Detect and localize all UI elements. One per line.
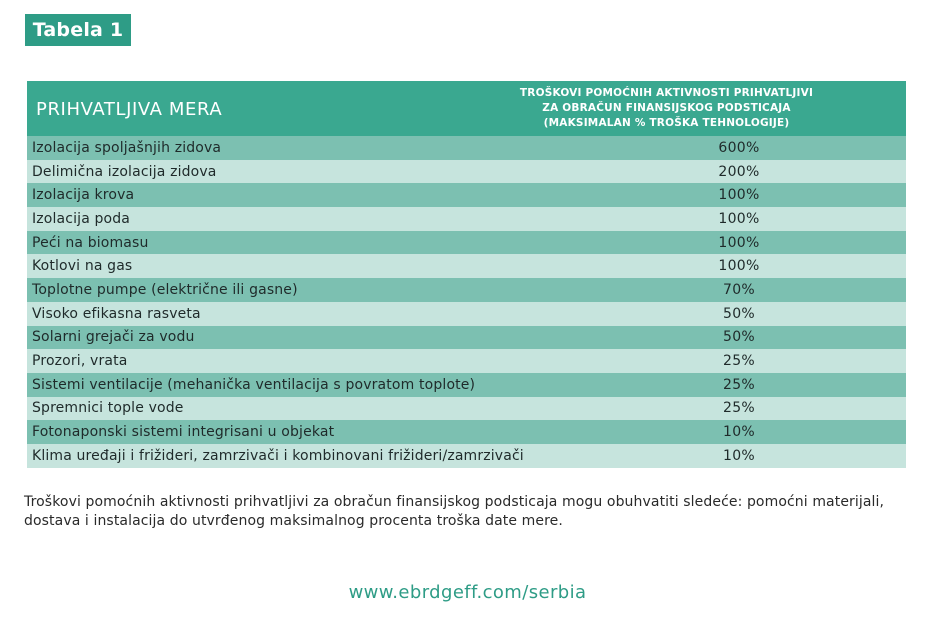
percent-cell: 25%: [722, 400, 756, 417]
table-row: [27, 231, 906, 255]
table-row: [27, 207, 906, 231]
measure-cell: Izolacija poda: [32, 210, 131, 227]
percent-cell: 10%: [722, 447, 756, 464]
table-row: [27, 349, 906, 373]
table-row: [27, 278, 906, 302]
measure-cell: Fotonaponski sistemi integrisani u objekat: [32, 424, 335, 441]
table-row: [27, 254, 906, 278]
table-row: [27, 136, 906, 160]
measure-cell: Spremnici tople vode: [32, 400, 184, 417]
measure-cell: Prozori, vrata: [32, 353, 128, 370]
header-costs-line: ZA OBRAČUN FINANSIJSKOG PODSTICAJA: [542, 102, 791, 114]
header-costs-line: (MAKSIMALAN % TROŠKA TEHNOLOGIJE): [543, 117, 790, 129]
measure-cell: Solarni grejači za vodu: [32, 329, 195, 346]
measure-cell: Toplotne pumpe (električne ili gasne): [32, 281, 298, 298]
table-header: [27, 81, 906, 136]
percent-cell: 50%: [722, 305, 756, 322]
percent-cell: 25%: [722, 353, 756, 370]
eligible-measures-table: [27, 81, 906, 468]
measure-cell: Sistemi ventilacije (mehanička ventilacija s povratom toplote): [32, 376, 476, 393]
percent-cell: 200%: [718, 163, 760, 180]
header-measure: PRIHVATLJIVA MERA: [36, 99, 223, 120]
measure-cell: Visoko efikasna rasveta: [32, 305, 201, 322]
table-row: [27, 160, 906, 184]
measure-cell: Klima uređaji i frižideri, zamrzivači i kombinovani frižideri/zamrzivači: [32, 447, 524, 464]
table-row: [27, 183, 906, 207]
percent-cell: 600%: [718, 139, 760, 156]
percent-cell: 100%: [718, 234, 760, 251]
header-costs-line: TROŠKOVI POMOĆNIH AKTIVNOSTI PRIHVATLJIVI: [519, 87, 814, 99]
table-badge: Tabela 1: [25, 14, 131, 46]
measure-cell: Delimična izolacija zidova: [32, 163, 217, 180]
table-body: [27, 136, 906, 468]
percent-cell: 100%: [718, 210, 760, 227]
percent-cell: 10%: [722, 424, 756, 441]
percent-cell: 25%: [722, 376, 756, 393]
measure-cell: Kotlovi na gas: [32, 258, 133, 275]
measure-cell: Izolacija krova: [32, 187, 135, 204]
table-row: [27, 444, 906, 468]
header-costs: [447, 86, 906, 131]
percent-cell: 100%: [718, 187, 760, 204]
table-row: [27, 326, 906, 350]
website-link[interactable]: www.ebrdgeff.com/serbia: [348, 582, 587, 603]
measure-cell: Izolacija spoljašnjih zidova: [32, 139, 222, 156]
table-row: [27, 420, 906, 444]
percent-cell: 70%: [722, 281, 756, 298]
table-row: [27, 373, 906, 397]
percent-cell: 100%: [718, 258, 760, 275]
table-row: [27, 397, 906, 421]
footnote: Troškovi pomoćnih aktivnosti prihvatljivi za obračun finansijskog podsticaja mogu obuhvatiti sledeće: pomoćni materijali, dostava i instalacija do utvrđenog maksimalnog procenta troška date mere.: [24, 494, 885, 529]
measure-cell: Peći na biomasu: [32, 234, 149, 251]
table-row: [27, 302, 906, 326]
percent-cell: 50%: [722, 329, 756, 346]
